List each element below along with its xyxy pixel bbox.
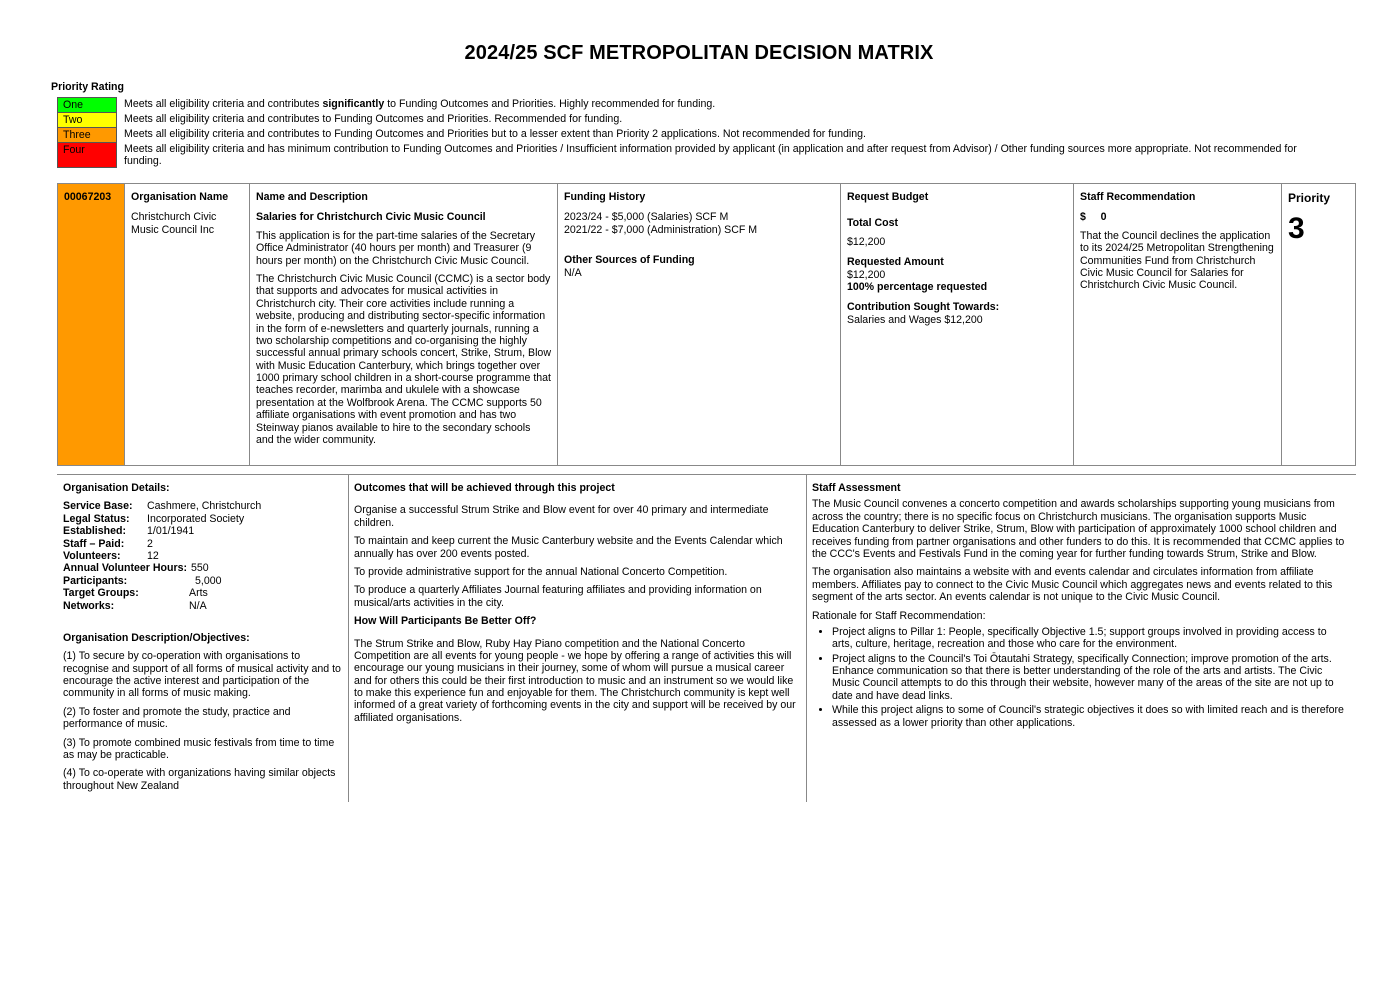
funding-history-cell xyxy=(558,184,841,465)
detail-label: Annual Volunteer Hours: xyxy=(63,562,187,575)
detail-label: Staff – Paid: xyxy=(63,537,125,550)
outcome-2: To maintain and keep current the Music Canterbury website and the Events Calendar which annually has over 200 events posted. xyxy=(354,535,783,560)
objective-2: (2) To foster and promote the study, practice and performance of music. xyxy=(63,705,291,731)
assessment-paragraph-2: The organisation also maintains a website with and events calendar and circulates information from affiliate members. Affiliates pay to connect to the Civic Music Council which aggregates news and events related to this segment of the arts sector. An events calendar is not unique to the Civic Music Council. xyxy=(812,566,1333,604)
priority-description-one-pre: Meets all eligibility criteria and contributes xyxy=(124,98,323,110)
objective-1: (1) To secure by co-operation with organisations to recognise and support of all forms of musical activity and to encourage the active interest and participation of the community in all forms of music making. xyxy=(63,650,341,700)
document-title: 2024/25 SCF METROPOLITAN DECISION MATRIX xyxy=(464,42,934,64)
priority-swatch-four: Four xyxy=(57,142,117,168)
application-table xyxy=(57,183,1356,466)
rationale-list xyxy=(812,626,1348,729)
request-budget-header: Request Budget xyxy=(847,191,929,203)
detail-participants xyxy=(63,575,341,587)
staff-recommendation-cell xyxy=(1074,184,1282,465)
priority-description-four: Meets all eligibility criteria and has minimum contribution to Funding Outcomes and Priorities / Insufficient information provided by applicant (in application and after request from Advisor) / Other funding sources more appropriate. Not recommended for funding. xyxy=(124,143,1297,168)
assessment-paragraph-1: The Music Council convenes a concerto competition and awards scholarships supporting young musicians from across the country; there is no specific focus on Christchurch musicians. The organisation supports Music Education Canterbury to deliver Strike, Strum, Blow with participation of approximately 1000 school children and receives funding from partner organisations and other funders to do this. It is recommended that CCMC applies to the CCC's Events and Festivals Fund in the coming year for further funding towards Strum, Strike and Blow. xyxy=(812,498,1345,560)
contribution-label: Contribution Sought Towards: xyxy=(847,301,1000,314)
objective-3: (3) To promote combined music festivals from time to time as may be practicable. xyxy=(63,736,335,762)
outcomes-header: Outcomes that will be achieved through this project xyxy=(354,482,615,494)
priority-description-one-bold: significantly xyxy=(322,98,385,110)
priority-swatch-one: One xyxy=(57,97,117,112)
contribution-value: Salaries and Wages $12,200 xyxy=(847,313,983,326)
requested-amount-value: $12,200 xyxy=(847,268,886,281)
detail-value: 5,000 xyxy=(195,574,222,587)
recommended-amount: $ 0 xyxy=(1080,211,1107,224)
detail-volunteers xyxy=(63,550,341,562)
rationale-bullet-2: • Project aligns to the Council's Toi Ōtautahi Strategy, specifically Connection; improve promotion of the arts. Enhance communication so that there is better understanding of the role of the arts and artists. The Civic Music Council attempts to do this through their website, however many of the areas of the site are not up to date and have dead links. xyxy=(832,653,1348,703)
priority-rating-row-four xyxy=(57,142,1315,168)
detail-label: Volunteers: xyxy=(63,549,121,562)
rationale-bullet-3: • While this project aligns to some of Council's strategic objectives it does so with limited reach and is therefore assessed as a lower priority than other applications. xyxy=(832,704,1348,729)
priority-rating-row-three xyxy=(57,127,1315,142)
detail-value: 550 xyxy=(191,562,209,575)
outcomes-section xyxy=(348,474,806,802)
outcome-1: Organise a successful Strum Strike and Blow event for over 40 primary and intermediate children. xyxy=(354,504,769,529)
funding-history-header: Funding History xyxy=(564,191,646,203)
detail-label: Service Base: xyxy=(63,500,133,513)
project-description-2: The Christchurch Civic Music Council (CCMC) is a sector body that supports and advocates for musical activities in Christchurch city. Their core activities include running a website, producing and distributing sector-specific information in the form of e-newsletters and quarterly journals, running a two scholarship competitions and co-organising the highly successful annual primary schools concert, Strike, Strum, Blow with Music Education Canterbury, which brings together over 1000 primary school children in a short-course programme that teaches recorder, marimba and ukulele with a showcase presentation at the Wolfbrook Arena. The CCMC supports 50 affiliate organisations with event promotion and has two Steinway pianos available to hire to the secondary schools and the wider community. xyxy=(256,272,551,447)
priority-swatch-two: Two xyxy=(57,112,117,127)
organisation-details-section xyxy=(57,474,347,802)
detail-value: 2 xyxy=(147,537,153,550)
detail-established xyxy=(63,525,341,537)
percentage-requested: 100% percentage requested xyxy=(847,280,988,293)
detail-value: N/A xyxy=(189,599,207,612)
detail-value: Cashmere, Christchurch xyxy=(147,500,262,513)
priority-rating-row-two xyxy=(57,112,1315,127)
other-sources-value: N/A xyxy=(564,266,582,279)
organisation-details-header: Organisation Details: xyxy=(63,482,170,494)
priority-rating-legend xyxy=(57,97,1315,168)
outcome-3: To provide administrative support for the annual National Concerto Competition. xyxy=(354,565,728,578)
outcome-4: To produce a quarterly Affiliates Journal featuring affiliates and providing information on musical/arts activities in the city. xyxy=(354,584,762,609)
detail-value: 1/01/1941 xyxy=(147,525,195,538)
priority-cell xyxy=(1282,184,1356,465)
name-description-cell xyxy=(250,184,558,465)
objective-4: (4) To co-operate with organizations having similar objects throughout New Zealand xyxy=(63,767,336,792)
total-cost-label: Total Cost xyxy=(847,217,899,230)
staff-recommendation-header: Staff Recommendation xyxy=(1080,191,1196,203)
project-description-1: This application is for the part-time salaries of the Secretary Office Administrator (40 hours per month) and Treasurer (9 hours per month) on the Christchurch Civic Music Council. xyxy=(256,229,536,267)
priority-description-one xyxy=(124,97,1315,110)
detail-label: Established: xyxy=(63,525,126,538)
priority-description-two: Meets all eligibility criteria and contributes to Funding Outcomes and Priorities. Recommended for funding. xyxy=(124,113,623,125)
priority-swatch-three: Three xyxy=(57,127,117,142)
detail-value: Arts xyxy=(189,587,208,600)
priority-description-one-post: to Funding Outcomes and Priorities. Highly recommended for funding. xyxy=(384,98,716,110)
priority-description-three: Meets all eligibility criteria and contributes to Funding Outcomes and Priorities but to a lesser extent than Priority 2 applications. Not recommended for funding. xyxy=(124,128,866,140)
total-cost-value: $12,200 xyxy=(847,235,886,248)
organisation-name: Christchurch Civic Music Council Inc xyxy=(131,211,217,236)
staff-assessment-header: Staff Assessment xyxy=(812,482,901,494)
priority-header: Priority xyxy=(1288,191,1331,205)
priority-value: 3 xyxy=(1288,212,1305,246)
name-description-header: Name and Description xyxy=(256,191,368,203)
funding-history-line-2: 2021/22 - $7,000 (Administration) SCF M xyxy=(564,223,758,236)
rationale-bullet-1: • Project aligns to Pillar 1: People, specifically Objective 1.5; support groups involved in providing access to arts, culture, heritage, recreation and those who care for the environment. xyxy=(832,626,1348,651)
better-off-text: The Strum Strike and Blow, Ruby Hay Piano competition and the National Concerto Competition are all events for young people - we hope by offering a range of activities this will encourage our young musicians in their journey, some of whom will pursue a musical career and for others this could be their first introduction to music and an instrument so we would like to make this experience fun and enjoyable for them. The Christchurch community is kept well informed of a great variety of forthcoming events in the city and support will be received by our affiliated organisations. xyxy=(354,637,796,724)
detail-target-groups xyxy=(63,587,341,599)
staff-recommendation-text: That the Council declines the application to its 2024/25 Metropolitan Strengthening Communities Fund from Christchurch Civic Music Council for Salaries for Christchurch Civic Music Council. xyxy=(1080,229,1274,292)
detail-value: Incorporated Society xyxy=(147,512,245,525)
detail-legal-status xyxy=(63,513,341,525)
organisation-name-cell xyxy=(125,184,250,465)
staff-assessment-section xyxy=(806,474,1354,802)
application-id: 00067203 xyxy=(58,184,125,465)
other-sources-label: Other Sources of Funding xyxy=(564,254,695,267)
priority-rating-row-one xyxy=(57,97,1315,112)
request-budget-cell xyxy=(841,184,1074,465)
project-title: Salaries for Christchurch Civic Music Council xyxy=(256,211,486,224)
detail-networks xyxy=(63,600,341,612)
detail-staff-paid xyxy=(63,538,341,550)
requested-amount-label: Requested Amount xyxy=(847,256,944,269)
objectives-header: Organisation Description/Objectives: xyxy=(63,631,250,644)
funding-history-line-1: 2023/24 - $5,000 (Salaries) SCF M xyxy=(564,211,729,224)
detail-value: 12 xyxy=(147,549,159,562)
detail-service-base xyxy=(63,500,341,512)
better-off-header: How Will Participants Be Better Off? xyxy=(354,615,537,628)
detail-label: Networks: xyxy=(63,599,115,612)
organisation-name-header: Organisation Name xyxy=(131,191,229,203)
rationale-header: Rationale for Staff Recommendation: xyxy=(812,609,986,622)
detail-volunteer-hours xyxy=(63,562,341,574)
priority-rating-heading: Priority Rating xyxy=(51,81,124,93)
detail-label: Legal Status: xyxy=(63,512,130,525)
detail-label: Target Groups: xyxy=(63,587,139,600)
detail-label: Participants: xyxy=(63,574,128,587)
